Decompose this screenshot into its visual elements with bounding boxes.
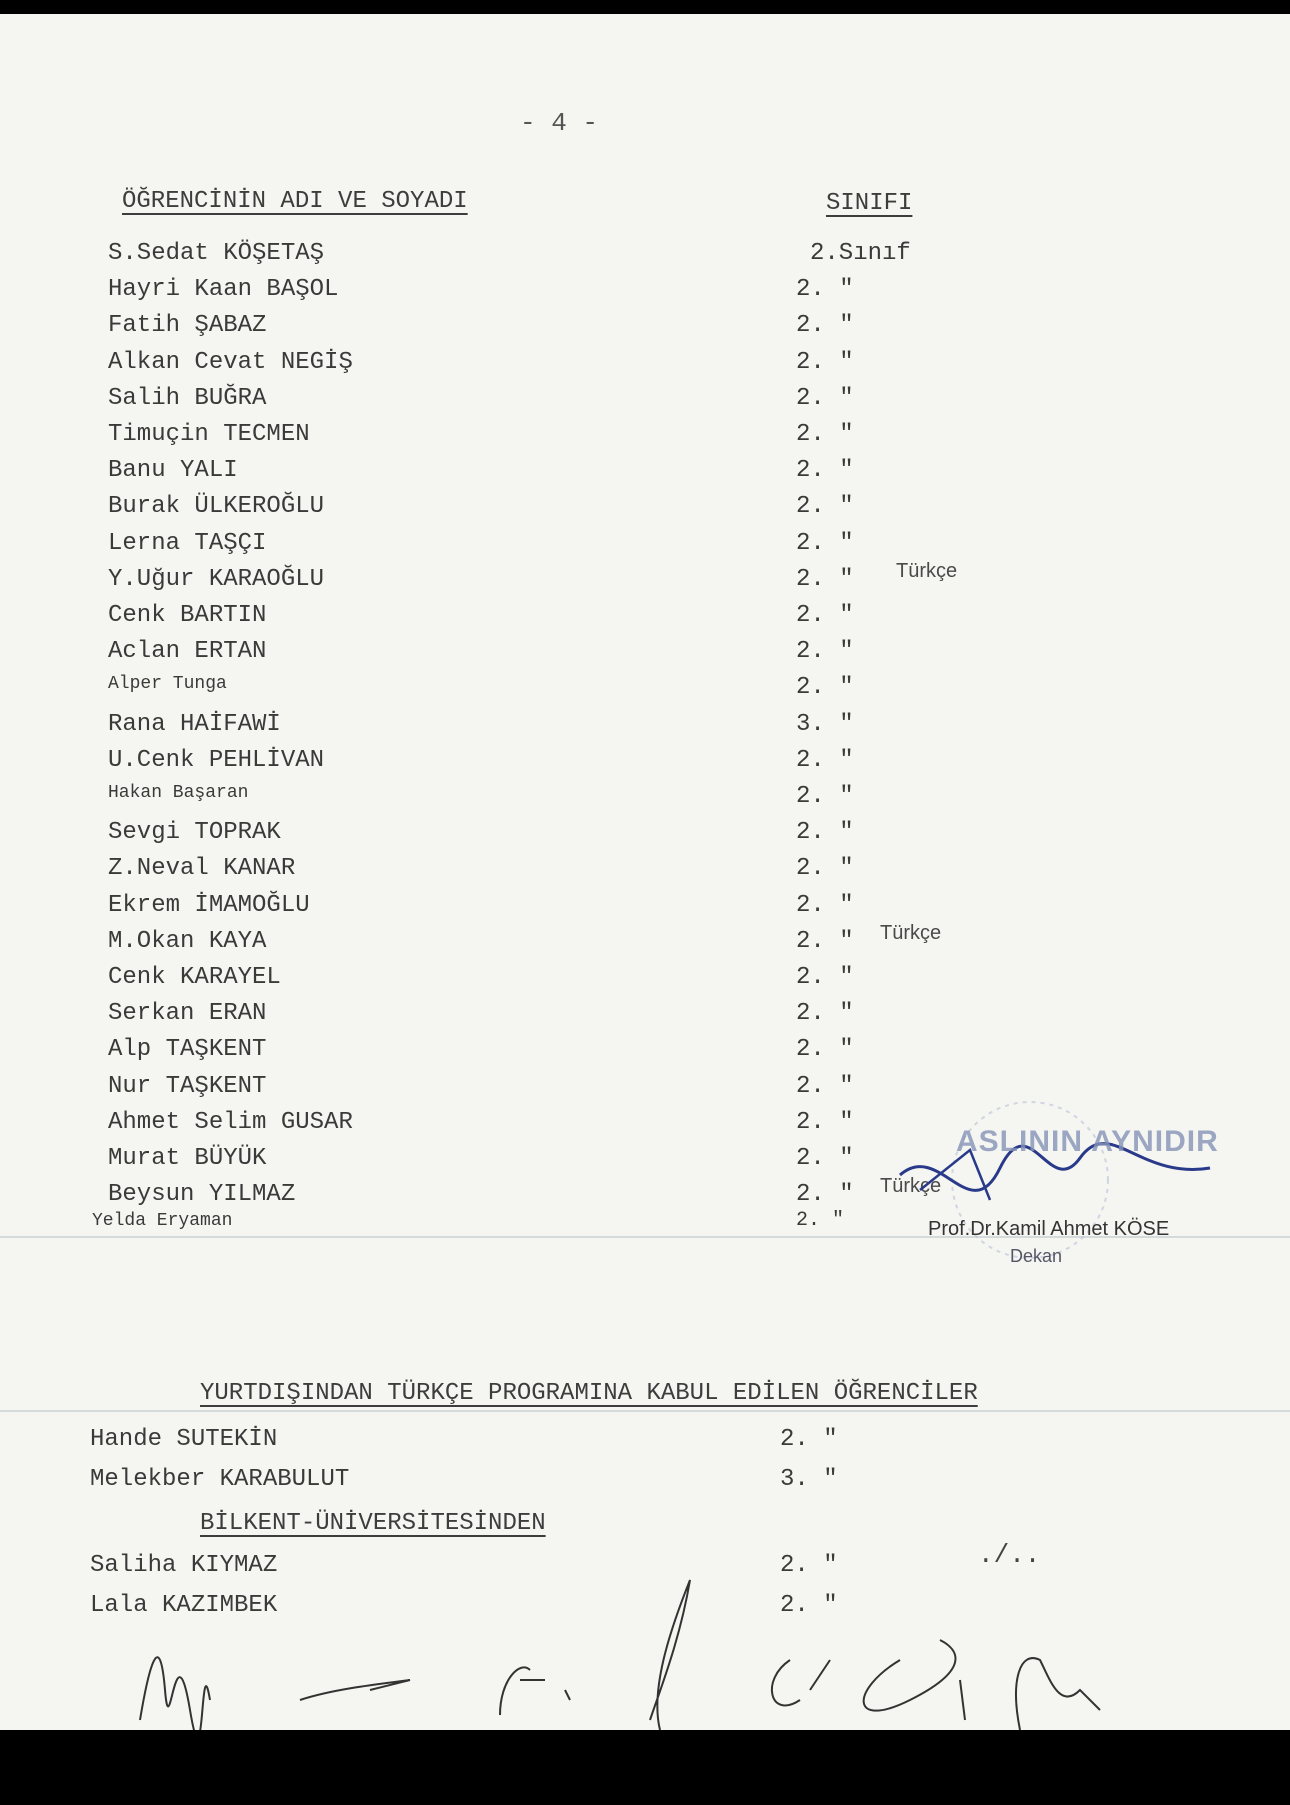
stamp-text: ASLININ AYNIDIR <box>956 1125 1219 1158</box>
section-abroad-title: YURTDIŞINDAN TÜRKÇE PROGRAMINA KABUL EDİLEN ÖĞRENCİLER <box>200 1380 978 1407</box>
student-name: Burak ÜLKEROĞLU <box>108 493 325 520</box>
student-name: Ekrem İMAMOĞLU <box>108 892 310 919</box>
student-name: Salih BUĞRA <box>108 385 267 412</box>
student-class: 2. " <box>780 1552 838 1579</box>
student-class: 2. " <box>796 530 854 557</box>
student-name: Banu YALI <box>108 457 238 484</box>
scan-border-bottom <box>0 1730 1290 1805</box>
student-class: 2. " <box>780 1592 838 1619</box>
student-class: 2. " <box>796 276 854 303</box>
student-name: Melekber KARABULUT <box>90 1466 350 1493</box>
section-bilkent-title: BİLKENT-ÜNİVERSİTESİNDEN <box>200 1510 546 1537</box>
student-class: 2. " <box>796 1036 854 1063</box>
student-name: Murat BÜYÜK <box>108 1145 267 1172</box>
student-name: Saliha KIYMAZ <box>90 1552 278 1579</box>
signature-2 <box>300 1680 410 1700</box>
student-name: Rana HAİFAWİ <box>108 711 281 738</box>
student-name: Lerna TAŞÇI <box>108 530 267 557</box>
student-name: Sevgi TOPRAK <box>108 819 281 846</box>
student-name: Beysun YILMAZ <box>108 1181 296 1208</box>
student-name: Alper Tunga <box>108 674 227 694</box>
student-class: 2. " <box>796 1000 854 1027</box>
student-name: Alkan Cevat NEGİŞ <box>108 349 353 376</box>
student-class: 3. " <box>796 711 854 738</box>
student-class: 2. " <box>796 638 854 665</box>
student-class: 2. " <box>796 421 854 448</box>
page-number: - 4 - <box>520 108 599 138</box>
student-class: 3. " <box>780 1466 838 1493</box>
student-class: 2. " <box>796 349 854 376</box>
continuation-mark: ./.. <box>978 1540 1041 1570</box>
student-name: Aclan ERTAN <box>108 638 267 665</box>
header-class-column: SINIFI <box>826 190 913 217</box>
student-class: 2. " <box>796 493 854 520</box>
student-name: Cenk BARTIN <box>108 602 267 629</box>
student-name: Cenk KARAYEL <box>108 964 281 991</box>
header-name-column: ÖĞRENCİNİN ADI VE SOYADI <box>122 188 468 215</box>
student-class: 2. " <box>796 1109 854 1136</box>
signature-1 <box>140 1657 210 1730</box>
signature-6 <box>864 1640 965 1720</box>
student-class: 2. " <box>796 1209 845 1232</box>
student-class: 2. " <box>780 1426 838 1453</box>
student-name: Y.Uğur KARAOĞLU <box>108 566 325 593</box>
student-class: 2. " <box>796 928 854 955</box>
student-note: Türkçe <box>896 560 958 582</box>
student-class: 2. " <box>796 602 854 629</box>
student-class: 2. " <box>796 312 854 339</box>
student-name: S.Sedat KÖŞETAŞ <box>108 240 325 267</box>
student-name: Ahmet Selim GUSAR <box>108 1109 353 1136</box>
student-class: 2. " <box>796 855 854 882</box>
student-class: 2. " <box>796 747 854 774</box>
student-name: Hayri Kaan BAŞOL <box>108 276 339 303</box>
scan-border-top <box>0 0 1290 14</box>
student-name: U.Cenk PEHLİVAN <box>108 747 325 774</box>
student-class: 2. " <box>796 1181 854 1208</box>
student-note: Türkçe <box>880 922 942 944</box>
student-class: 2. " <box>796 964 854 991</box>
student-name: Nur TAŞKENT <box>108 1073 267 1100</box>
student-class: 2. " <box>796 566 854 593</box>
student-name: M.Okan KAYA <box>108 928 267 955</box>
student-class: 2. " <box>796 385 854 412</box>
student-name: Alp TAŞKENT <box>108 1036 267 1063</box>
student-class: 2. " <box>796 783 854 810</box>
signature-4 <box>650 1580 690 1730</box>
signature-5 <box>772 1660 830 1705</box>
student-class: 2. " <box>796 819 854 846</box>
signatures <box>0 1540 1290 1730</box>
student-class: 2. " <box>796 892 854 919</box>
signature-3 <box>500 1667 570 1715</box>
student-name: Serkan ERAN <box>108 1000 267 1027</box>
student-name: Z.Neval KANAR <box>108 855 296 882</box>
student-class: 2. " <box>796 1073 854 1100</box>
student-name: Timuçin TECMEN <box>108 421 310 448</box>
stamp-signer-name: Prof.Dr.Kamil Ahmet KÖSE <box>928 1218 1170 1240</box>
student-note: Türkçe <box>880 1175 942 1197</box>
stamp-signer-title: Dekan <box>1010 1246 1063 1266</box>
student-name: Hande SUTEKİN <box>90 1426 278 1453</box>
student-class: 2. " <box>796 457 854 484</box>
student-class: 2.Sınıf <box>810 240 911 267</box>
student-class: 2. " <box>796 674 854 701</box>
student-name: Yelda Eryaman <box>92 1211 233 1231</box>
student-class: 2. " <box>796 1145 854 1172</box>
student-name: Lala KAZIMBEK <box>90 1592 278 1619</box>
student-name: Fatih ŞABAZ <box>108 312 267 339</box>
scan-line <box>0 1410 1290 1412</box>
student-name: Hakan Başaran <box>108 783 249 803</box>
signature-7 <box>1016 1658 1100 1730</box>
